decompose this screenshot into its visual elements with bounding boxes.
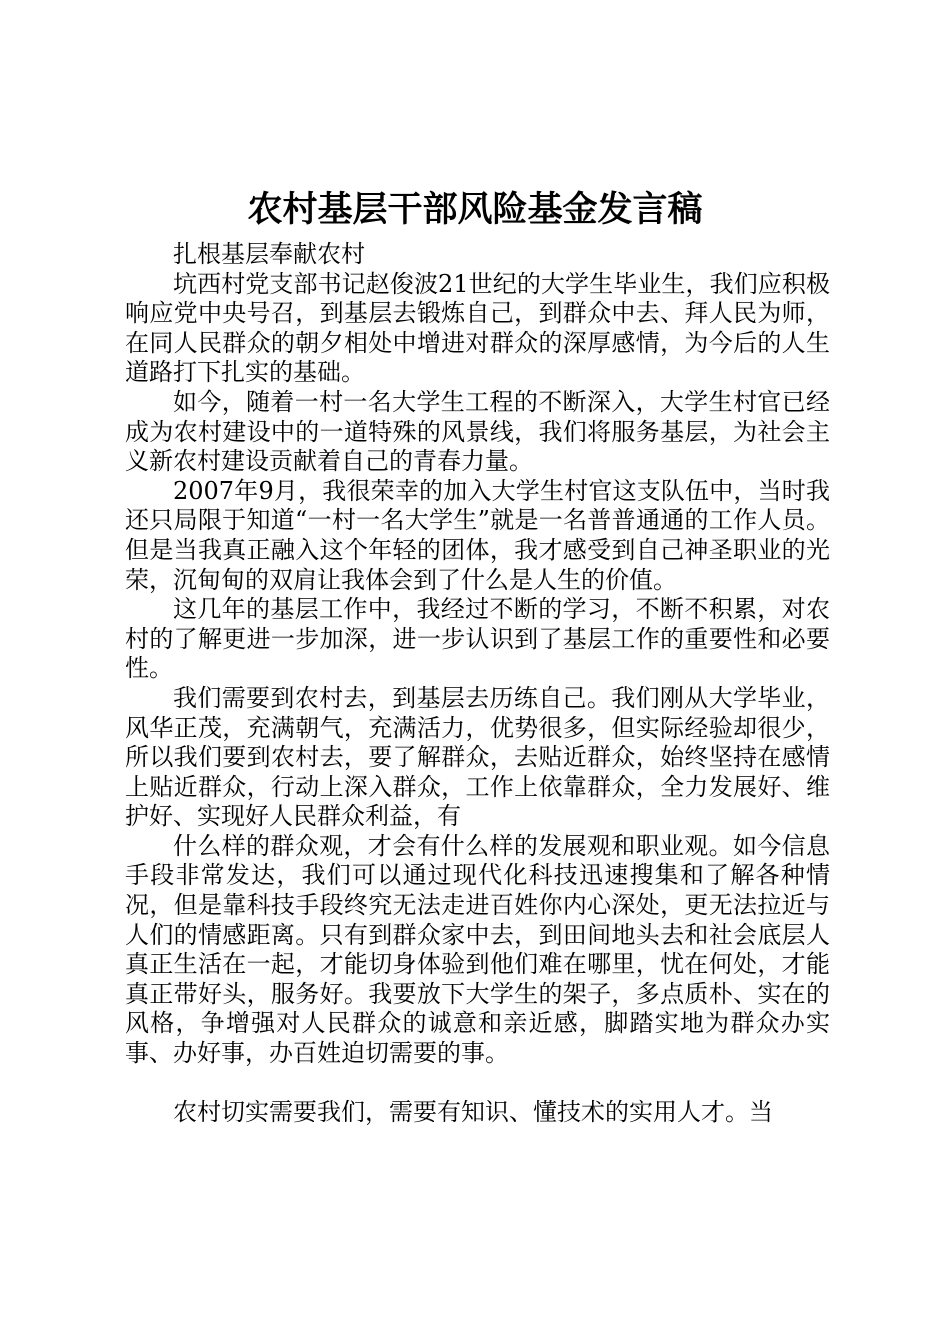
document-body: [125, 240, 830, 1127]
paragraph: 这几年的基层工作中，我经过不断的学习，不断不积累，对农村的了解更进一步加深，进一步认识到了基层工作的重要性和必要性。: [125, 595, 830, 683]
paragraph: 2007年9月，我很荣幸的加入大学生村官这支队伍中，当时我还只局限于知道“一村一名大学生”就是一名普普通通的工作人员。但是当我真正融入这个年轻的团体，我才感受到自己神圣职业的光荣，沉甸甸的双肩让我体会到了什么是人生的价值。: [125, 476, 830, 594]
document-title: 农村基层干部风险基金发言稿: [247, 190, 703, 230]
paragraph: 如今，随着一村一名大学生工程的不断深入，大学生村官已经成为农村建设中的一道特殊的风景线，我们将服务基层，为社会主义新农村建设贡献着自己的青春力量。: [125, 387, 830, 476]
paragraph: 农村切实需要我们，需要有知识、懂技术的实用人才。当: [173, 1097, 773, 1126]
paragraph: 我们需要到农村去，到基层去历练自己。我们刚从大学毕业，风华正茂，充满朝气，充满活力，优势很多，但实际经验却很少，所以我们要到农村去，要了解群众，去贴近群众，始终坚持在感情上贴近群众，行动上深入群众，工作上依靠群众，全力发展好、维护好、实现好人民群众利益，有: [125, 683, 830, 831]
paragraph: 什么样的群众观，才会有什么样的发展观和职业观。如今信息手段非常发达，我们可以通过现代化科技迅速搜集和了解各种情况，但是靠科技手段终究无法走进百姓你内心深处，更无法拉近与人们的情感距离。只有到群众家中去，到田间地头去和社会底层人真正生活在一起，才能切身体验到他们难在哪里，忧在何处，才能真正带好头，服务好。我要放下大学生的架子，多点质朴、实在的风格，争增强对人民群众的诚意和亲近感，脚踏实地为群众办实事、办好事，办百姓迫切需要的事。: [125, 831, 830, 1068]
paragraph-subtitle: 扎根基层奉献农村: [173, 240, 365, 268]
paragraph: 坑西村党支部书记赵俊波21世纪的大学生毕业生，我们应积极响应党中央号召，到基层去锻炼自己，到群众中去、拜人民为师，在同人民群众的朝夕相处中增进对群众的深厚感情，为今后的人生道路打下扎实的基础。: [125, 269, 830, 387]
